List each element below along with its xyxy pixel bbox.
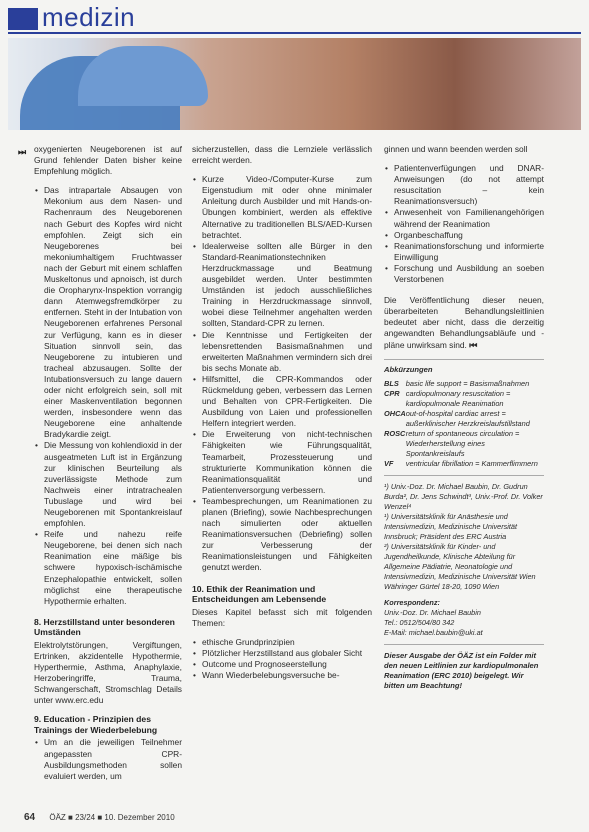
abbr-value: cardiopulmonary resuscitation = kardiopulmonale Reanimation (405, 388, 511, 408)
cpr-photo (8, 38, 581, 130)
bullet-list (34, 737, 182, 781)
continued-marker-icon: ⏭ (18, 148, 27, 158)
bullet-list (192, 637, 372, 681)
list-item: • Idealerweise sollten alle Bürger in den Standard-Reanimationstechniken Herzdruckmassage und Beatmung ausgebildet werden. Unter bestimmten Umständen ist jedoch ausschließliches Training in Herzdruckmassage sinnvoll, wobei diese Teilnehmer angehalten werden sollten, Standard-CPR zu lernen. (202, 241, 372, 330)
list-item: • Kurze Video-/Computer-Kurse zum Eigenstudium mit oder ohne minimaler Anleitung durch Ausbilder und mit Hands-on-Übungen kombiniert, werden als effektive Alternative zu traditionellen BLS/AED-Kursen betrachtet. (202, 174, 372, 241)
abbreviations-table (384, 379, 544, 469)
contact-phone: Tel.: 0512/504/80 342 (384, 617, 455, 627)
paragraph: Elektrolytstörungen, Vergiftungen, Ertrinken, akzidentelle Hypothermie, Hyperthermie, Asthma, Anaphylaxie, Herzoberingriffe, Trauma, Schwangerschaft, Stromschlag Details unter www.erc.edu (34, 639, 182, 706)
table-row (384, 429, 544, 459)
paragraph: oxygenierten Neugeborenen ist auf Grund fehlender Daten bisher keine Empfehlung möglich. (34, 144, 182, 177)
divider (384, 644, 544, 645)
list-item: • ethische Grundprinzipien (202, 637, 372, 648)
list-item: • Hilfsmittel, die CPR-Kommandos oder Rückmeldung geben, verbessern das Lernen und Behalten von CPR-Fertigkeiten. Die Ausbildung von Laien und professionellen Helfern integriert werden. (202, 374, 372, 429)
list-item: • Forschung und Ausbildung an soeben Verstorbenen (394, 263, 544, 285)
gloved-hand-right (78, 46, 208, 106)
section-heading: 8. Herzstillstand unter besonderen Umständen (34, 616, 175, 638)
page-number: 64 (24, 812, 36, 823)
bullet-list (192, 174, 372, 573)
affiliation: ¹) Universitätsklinik für Anästhesie und Intensivmedizin, Medizinische Universität Innsbruck; Präsident des ERC Austria (384, 511, 518, 541)
end-marker-icon: ⏮ (469, 339, 478, 350)
section-heading: 10. Ethik der Reanimation und Entscheidungen am Lebensende (192, 583, 327, 605)
abbr-key: OHCA (384, 408, 406, 418)
list-item: • Die Kenntnisse und Fertigkeiten der lebensrettenden Basismaßnahmen und erweiterten Maßnahmen vermindern sich drei bis sechs Monate ab. (202, 330, 372, 374)
abbr-value: return of spontaneous circulation = Wiederherstellung eines Spontankreislaufs (405, 428, 520, 458)
list-item: • Outcome und Prognoseerstellung (202, 659, 372, 670)
header-accent-bar (8, 8, 38, 30)
closing-text: Die Veröffentlichung dieser neuen, überarbeiteten Behandlungsleitlinien bedeutet aber nicht, dass die derzeitig angewandten Behandlungsabläufe und -pläne unwirksam sind. (384, 295, 544, 350)
address: Währinger Gürtel 18-20, 1090 Wien (384, 581, 500, 591)
authors: ¹) Univ.-Doz. Dr. Michael Baubin, Dr. Gudrun Burda², Dr. Jens Schwindt³, Univ.-Prof. Dr. Volker Wenzel⁴ (384, 481, 543, 511)
table-row (384, 379, 544, 389)
bullet-list (384, 163, 544, 285)
abbr-value: out-of-hospital cardiac arrest = außerklinischer Herzkreislaufstillstand (405, 408, 530, 428)
list-item: • Reife und nahezu reife Neugeborene, bei denen sich nach Reanimation eine mäßige bis schwere hypoxisch-ischämische Enzephalopathie entwickelt, sollen möglichst eine therapeutische Hypothermie erhalten. (44, 529, 182, 607)
column-3 (384, 144, 544, 691)
paragraph: sicherzustellen, dass die Lernziele verlässlich erreicht werden. (192, 144, 372, 166)
list-item: • Organbeschaffung (394, 230, 544, 241)
paragraph: Dieses Kapitel befasst sich mit folgenden Themen: (192, 606, 372, 628)
table-row (384, 389, 544, 409)
issue-info: ÖÄZ ■ 23/24 ■ 10. Dezember 2010 (49, 813, 175, 822)
section-title: medizin (42, 2, 136, 32)
bullet-list (34, 185, 182, 607)
abbr-key: BLS (384, 378, 399, 388)
abbr-value: basic life support = Basismaßnahmen (405, 378, 530, 388)
paragraph: ginnen und wann beenden werden soll (384, 144, 528, 154)
abbr-value: ventricular fibrillation = Kammerflimmern (405, 458, 538, 468)
list-item: • Um an die jeweiligen Teilnehmer angepassten CPR-Ausbildungsmethoden sollen evaluiert werden, um (44, 737, 182, 781)
page-footer (24, 812, 175, 823)
header-rule (8, 32, 581, 34)
contact-email: E-Mail: michael.baubin@uki.at (384, 627, 483, 637)
table-row (384, 459, 544, 469)
column-1 (34, 144, 182, 792)
paragraph (384, 295, 544, 350)
divider (384, 475, 544, 476)
abbr-key: CPR (384, 388, 400, 398)
abbreviations-heading: Abkürzungen (384, 359, 544, 375)
list-item: • Patientenverfügungen und DNAR-Anweisungen (do not attempt resuscitation – kein Reanimationsversuch) (394, 163, 544, 207)
abbr-key: VF (384, 458, 394, 468)
column-2 (192, 144, 372, 691)
contact-name: Univ.-Doz. Dr. Michael Baubin (384, 607, 481, 617)
section-heading: 9. Education - Prinzipien des Trainings der Wiederbelebung (34, 714, 158, 735)
list-item: • Anwesenheit von Familienangehörigen während der Reanimation (394, 207, 544, 229)
affiliation: ²) Universitätsklinik für Kinder- und Jugendheilkunde, Klinische Abteilung für Allgemeine Pädiatrie, Neonatologie und Intensivmedizin, Medizinische Universität Wien (384, 541, 536, 581)
list-item: • Die Erweiterung von nicht-technischen Fähigkeiten wie Führungsqualität, Teamarbeit, Prozessteuerung und strukturierte Kommunikation können die Reanimationsqualität und Patientenversorgung verbessern. (202, 429, 372, 496)
list-item: • Plötzlicher Herzstillstand aus globaler Sicht (202, 648, 372, 659)
list-item: • Das intrapartale Absaugen von Mekonium aus dem Nasen- und Rachenraum des Neugeborenen nach Geburt des Kopfes wird nicht empfohlen. Zeigt sich ein Neugeborenes bei mekoniumhaltigem Fruchtwasser nach der Geburt mit einem schlaffen Muskeltonus und apnoisch, ist durch die Oropharynx-Inspektion vorrangig dann Atemwegsfremdkörper zu entfernen. Steht in der Intubation von Neugeborenen erfahrenes Personal zur Verfügung, kann es in dieser Situation sinnvoll sein, das Neugeborene zu intubieren und tracheal abzusaugen. Sollte der Intubationsversuch zu lange dauern oder nicht erfolgreich sein, soll mit einer Maskenventilation begonnen werden, insbesondere wenn das Neugeborene eine anhaltende Bradykardie zeigt. (44, 185, 182, 440)
contact-heading: Korrespondenz: (384, 597, 440, 607)
insert-notice: Dieser Ausgabe der ÖÄZ ist ein Folder mit den neuen Leitlinien zur kardiopulmonalen Reanimation (ERC 2010) beigelegt. Wir bitten um Beachtung! (384, 650, 539, 690)
table-row (384, 409, 544, 429)
list-item: • Reanimationsforschung und informierte Einwilligung (394, 241, 544, 263)
list-item: • Teambesprechungen, um Reanimationen zu planen (Briefing), sowie Nachbesprechungen nach simulierten oder aktuellen Reanimationsversuchen (Debriefing) sollen zur Verbesserung der Reanimationsleistungen und Fähigkeiten genutzt werden. (202, 496, 372, 574)
abbr-key: ROSC (384, 428, 406, 438)
list-item: • Die Messung von kohlendioxid in der ausgeatmeten Luft ist in Ergänzung zur klinischen Beurteilung als zuverlässigste Methode zum Nachweis einer intratrachealen Tubuslage und wird bei Neugeborenen mit Spontankreislauf empfohlen. (44, 440, 182, 529)
list-item: • Wann Wiederbelebungsversuche be- (202, 670, 372, 681)
